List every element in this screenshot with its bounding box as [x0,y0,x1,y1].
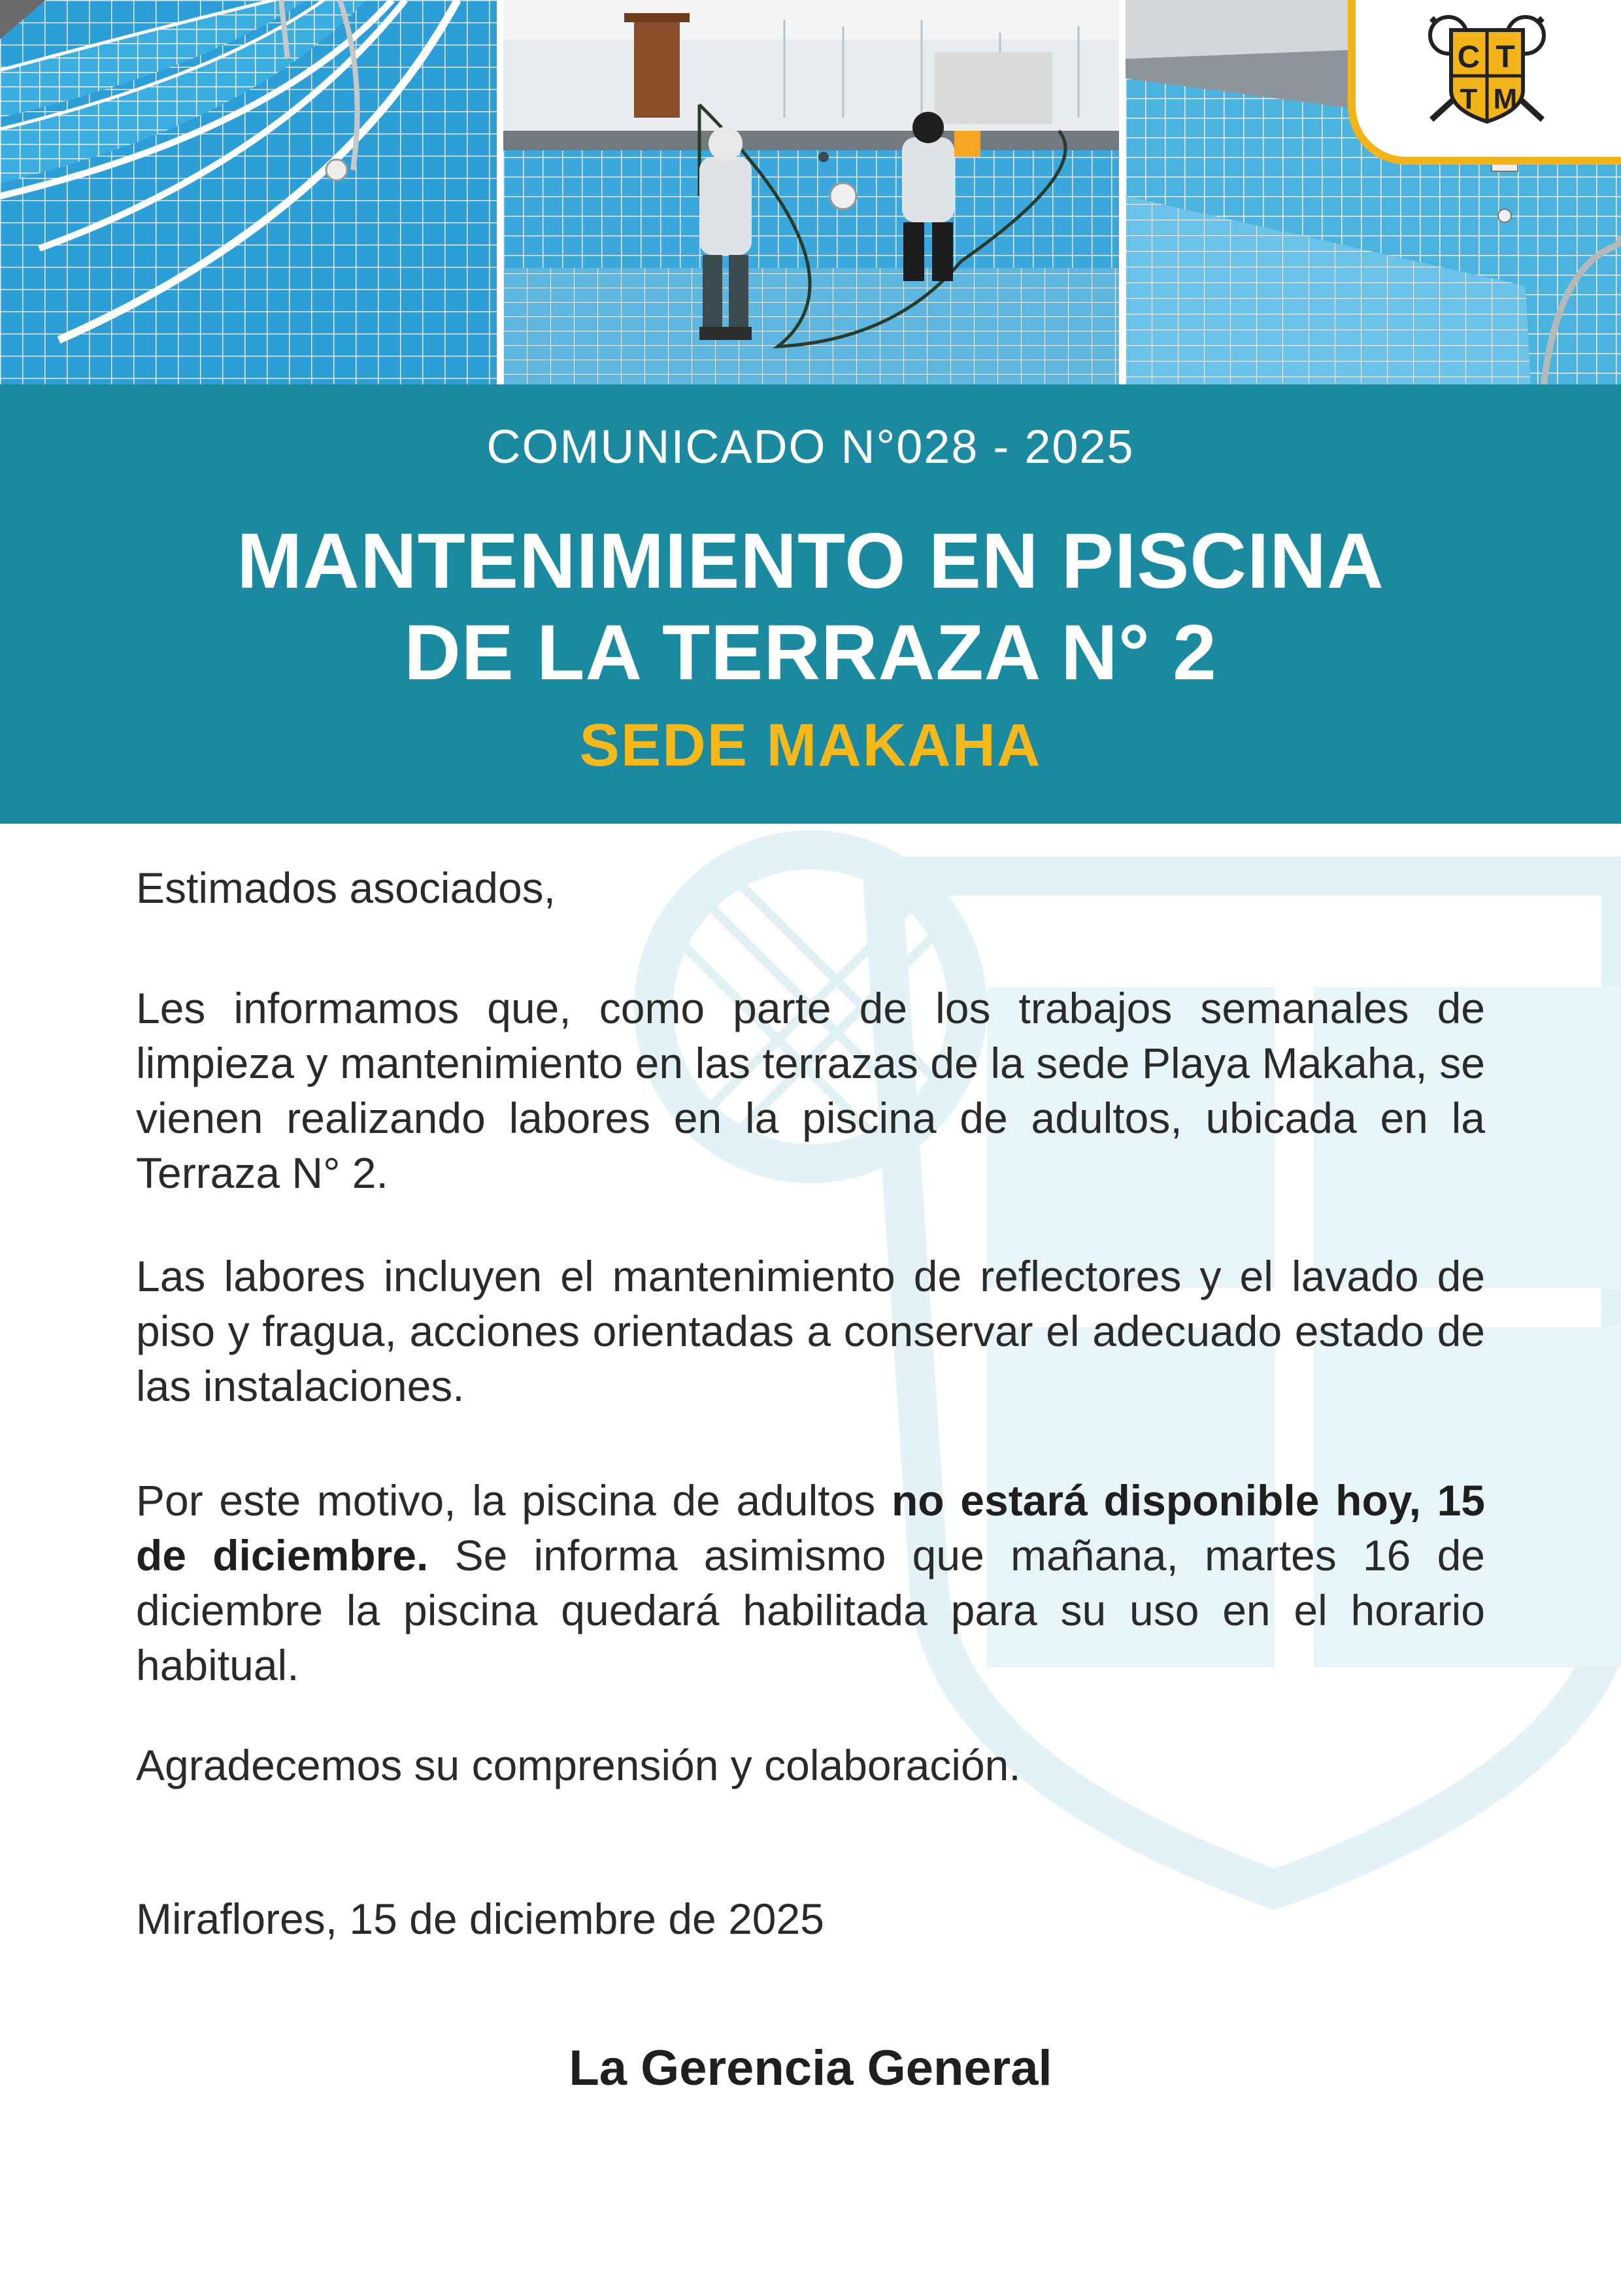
pool-steps-photo [0,0,497,384]
paragraph-closure-notice [136,1473,1485,1693]
header-band [0,384,1621,824]
logo-letter: C [1457,40,1480,75]
place-and-date: Miraflores, 15 de diciembre de 2025 [136,1895,824,1943]
club-logo [1425,12,1549,126]
title-line-1: MANTENIMIENTO EN PISCINA [237,517,1384,605]
title-line-2: DE LA TERRAZA N° 2 [404,609,1217,696]
venue-subtitle: SEDE MAKAHA [579,712,1042,779]
closure-date-highlight: no estará disponible hoy, 15 de diciembre. [136,1476,1486,1579]
signature: La Gerencia General [569,2040,1052,2096]
paragraph-intro: Les informamos que, como parte de los trabajos semanales de limpieza y mantenimiento en las terrazas de la sede Playa Makaha, se vienen realizando labores en la piscina de adultos, ubicada en la Terraza N° 2. [136,984,1485,1197]
logo-letter: T [1496,40,1515,75]
closure-intro-text: Por este motivo, la piscina de adultos [136,1476,892,1525]
communique-number: COMUNICADO N°028 - 2025 [486,421,1135,473]
logo-letter: T [1460,83,1478,115]
workers-cleaning-photo [503,0,1119,384]
greeting: Estimados asociados, [136,864,556,912]
logo-letter: M [1493,83,1518,115]
paragraph-work-details: Las labores incluyen el mantenimiento de reflectores y el lavado de piso y fragua, acciones orientadas a conservar el adecuado estado de las instalaciones. [136,1252,1485,1410]
thanks-line: Agradecemos su comprensión y colaboración. [136,1741,1021,1789]
closure-reopening-text: Se informa asimismo que mañana, martes 16 de diciembre la piscina quedará habilitada para su uso en el horario habitual. [136,1531,1485,1689]
announcement-title [0,515,1621,698]
